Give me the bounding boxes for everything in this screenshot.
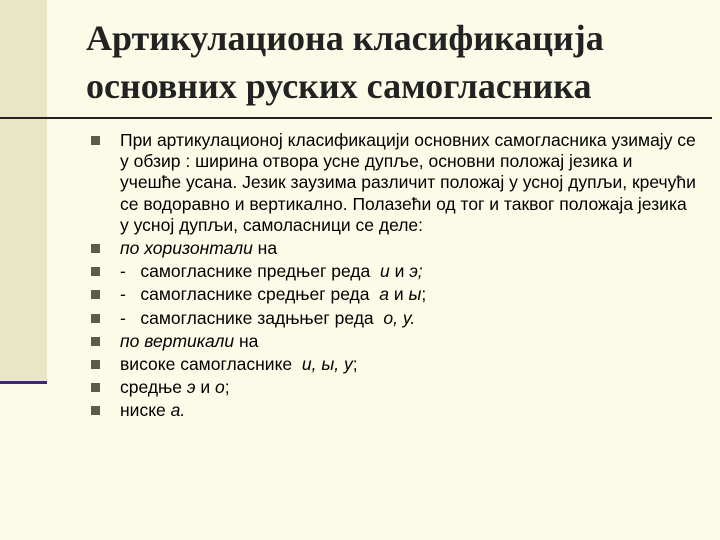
vertical-rest: на xyxy=(234,330,259,351)
middle-end: ; xyxy=(421,284,427,305)
list-item-horizontal xyxy=(88,238,698,259)
square-bullet-icon xyxy=(91,314,100,323)
square-bullet-icon xyxy=(91,244,100,253)
back-label: - самогласнике задњњег реда xyxy=(120,307,384,328)
square-bullet-icon xyxy=(91,136,100,145)
mid-label: средње xyxy=(120,377,187,398)
mid-vowel-1: э xyxy=(186,377,196,398)
list-item-low xyxy=(88,400,698,421)
front-vowel-1: и xyxy=(379,261,390,282)
left-accent-bar xyxy=(0,0,47,383)
horizontal-rest: на xyxy=(252,238,278,259)
square-bullet-icon xyxy=(91,267,100,276)
list-item-mid xyxy=(88,377,698,398)
list-item-vertical xyxy=(88,331,698,352)
bullet-list xyxy=(88,130,698,422)
square-bullet-icon xyxy=(91,290,100,299)
front-vowel-2: э; xyxy=(409,261,423,282)
vertical-term: по вертикали xyxy=(120,330,235,351)
middle-vowel-2: ы xyxy=(408,284,422,305)
list-item-middle xyxy=(88,284,698,305)
mid-vowel-2: о xyxy=(214,377,225,398)
horizontal-term: по хоризонтали xyxy=(120,238,253,259)
middle-and: и xyxy=(388,284,409,305)
middle-label: - самогласнике средњег реда xyxy=(120,284,380,305)
mid-end: ; xyxy=(224,377,230,398)
list-item-front xyxy=(88,261,698,282)
square-bullet-icon xyxy=(91,360,100,369)
title-rule xyxy=(0,117,712,119)
square-bullet-icon xyxy=(91,406,100,415)
low-vowel: а. xyxy=(170,400,186,421)
square-bullet-icon xyxy=(91,383,100,392)
slide-title xyxy=(86,14,706,110)
high-label: високе самогласнике xyxy=(120,354,302,375)
list-item-intro xyxy=(88,130,698,236)
mid-and: и xyxy=(195,377,215,398)
front-and: и xyxy=(389,261,410,282)
intro-text: При артикулационој класификацији основних самогласника узимају се у обзир : ширина отвора усне дупље, основни положај језика и учешће усана. Језик заузима различит положај у усној дупљи, кречући се водоравно и вертикално. Полазећи од тог и таквог положаја језика у усној дупљи, самоласници се деле: xyxy=(120,130,696,235)
list-item-back xyxy=(88,308,698,329)
title-line-2: основних руских самогласника xyxy=(86,66,592,106)
low-label: ниске xyxy=(120,400,171,421)
middle-vowel-1: а xyxy=(379,284,389,305)
front-label: - самогласнике предњег реда xyxy=(120,261,380,282)
back-vowels: о, у. xyxy=(383,307,416,328)
square-bullet-icon xyxy=(91,337,100,346)
high-vowels: и, ы, у xyxy=(301,354,353,375)
high-end: ; xyxy=(352,354,358,375)
title-line-1: Артикулациона класификација xyxy=(86,18,604,58)
list-item-high xyxy=(88,354,698,375)
left-accent-bar-tip xyxy=(0,381,47,384)
